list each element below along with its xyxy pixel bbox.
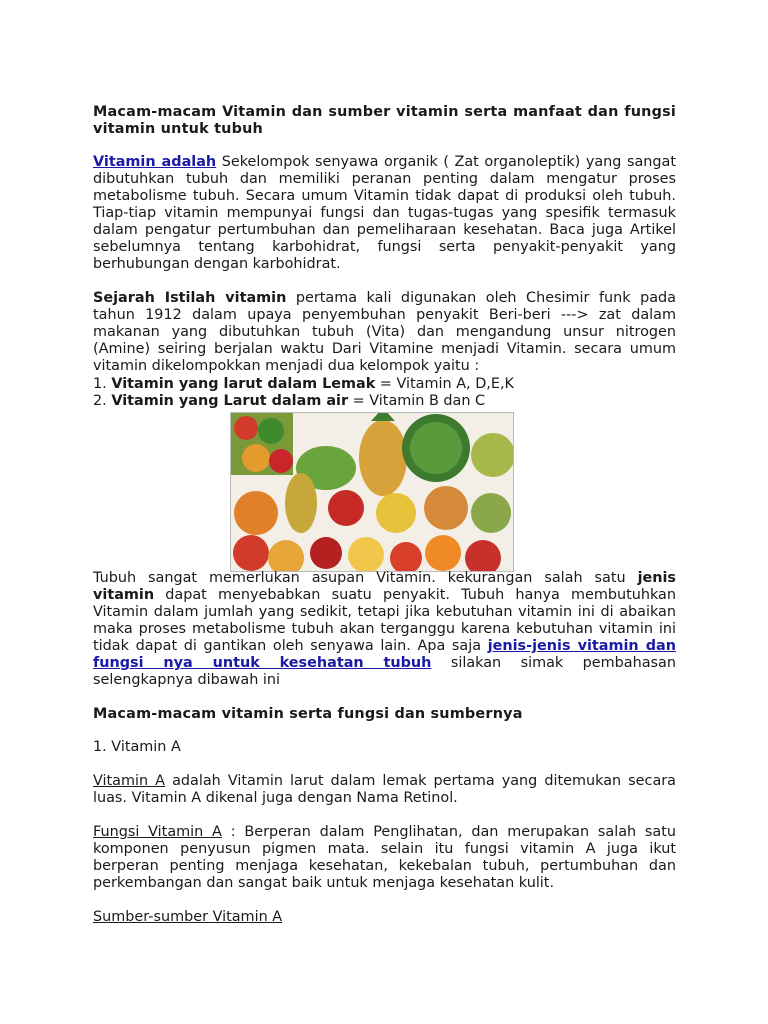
fruit-illustration xyxy=(231,413,513,571)
list-bold: Vitamin yang larut dalam Lemak xyxy=(111,376,376,392)
importance-text: dapat menyebabkan suatu penyakit. Tubuh hanya membutuhkan Vitamin dalam jumlah yang sedikit, tetapi jika kebutuhan vitamin ini di abaikan maka proses metabolisme tubuh akan terganggu karena kebutuhan vitamin ini tidak dapat di gantikan oleh senyawa lain. Apa saja xyxy=(93,587,676,654)
section-heading: Macam-macam vitamin serta fungsi dan sumbernya xyxy=(93,706,523,722)
importance-paragraph xyxy=(93,570,676,689)
history-text: pertama kali digunakan oleh Chesimir funk pada tahun 1912 dalam upaya penyembuhan penyakit Beri-beri ---> zat dalam makanan yang dibutuhkan tubuh (Vita) dan mengandung unsur nitrogen (Amine) seiring berjalan waktu Dari Vitamine menjadi Vitamin. secara umum vitamin dikelompokkan menjadi dua kelompok yaitu : xyxy=(93,290,676,374)
list-number: 1. xyxy=(93,376,112,392)
list-text: = Vitamin B dan C xyxy=(348,393,486,409)
vitamin-groups-list xyxy=(93,376,676,410)
fruits-vegetables-image xyxy=(230,412,514,572)
document-title: Macam-macam Vitamin dan sumber vitamin serta manfaat dan fungsi vitamin untuk tubuh xyxy=(93,104,676,137)
sumber-vitamin-a-link[interactable]: Sumber-sumber Vitamin A xyxy=(93,909,283,925)
vitamin-a-sources xyxy=(93,909,676,926)
history-paragraph xyxy=(93,290,676,375)
list-item xyxy=(93,376,676,393)
function-text: : Berperan dalam Penglihatan, dan merupakan salah satu komponen penyusun pigmen mata. selain itu fungsi vitamin A juga ikut berperan penting menjaga kesehatan, kekebalan tubuh, pertumbuhan dan perkembangan dan sangat baik untuk menjaga kesehatan kulit. xyxy=(93,824,677,891)
vitamin-a-function xyxy=(93,824,676,892)
importance-text: silakan simak pembahasan selengkapnya dibawah ini xyxy=(93,655,676,688)
list-item xyxy=(93,393,676,410)
intro-text: Sekelompok senyawa organik ( Zat organoleptik) yang sangat dibutuhkan tubuh dan memiliki peranan penting dalam mengatur proses metabolisme tubuh. Secara umum Vitamin tidak dapat di produksi oleh tubuh. Tiap-tiap vitamin mempunyai fungsi dan tugas-tugas yang spesifik termasuk dalam pengatur pertumbuhan dan pemeliharaan kesehatan. Baca juga Artikel sebelumnya tentang karbohidrat, fungsi serta penyakit-penyakit yang berhubungan dengan karbohidrat. xyxy=(93,154,676,272)
list-number: 2. xyxy=(93,393,112,409)
definition-text: adalah Vitamin larut dalam lemak pertama yang ditemukan secara luas. Vitamin A dikenal juga dengan Nama Retinol. xyxy=(93,773,676,806)
importance-bold: jenis vitamin xyxy=(93,570,676,603)
vitamin-a-title: 1. Vitamin A xyxy=(93,739,181,755)
intro-paragraph xyxy=(93,154,676,273)
history-bold: Sejarah Istilah vitamin xyxy=(93,290,287,306)
fungsi-vitamin-a-link[interactable]: Fungsi Vitamin A xyxy=(93,824,222,840)
list-text: = Vitamin A, D,E,K xyxy=(375,376,514,392)
list-bold: Vitamin yang Larut dalam air xyxy=(111,393,349,409)
vitamin-adalah-link[interactable]: Vitamin adalah xyxy=(93,154,217,170)
importance-text: Tubuh sangat memerlukan asupan Vitamin. kekurangan salah satu xyxy=(93,570,638,586)
vitamin-a-definition xyxy=(93,773,676,807)
vitamin-a-link[interactable]: Vitamin A xyxy=(93,773,166,789)
jenis-vitamin-link[interactable]: jenis-jenis vitamin dan fungsi nya untuk kesehatan tubuh xyxy=(93,638,677,671)
